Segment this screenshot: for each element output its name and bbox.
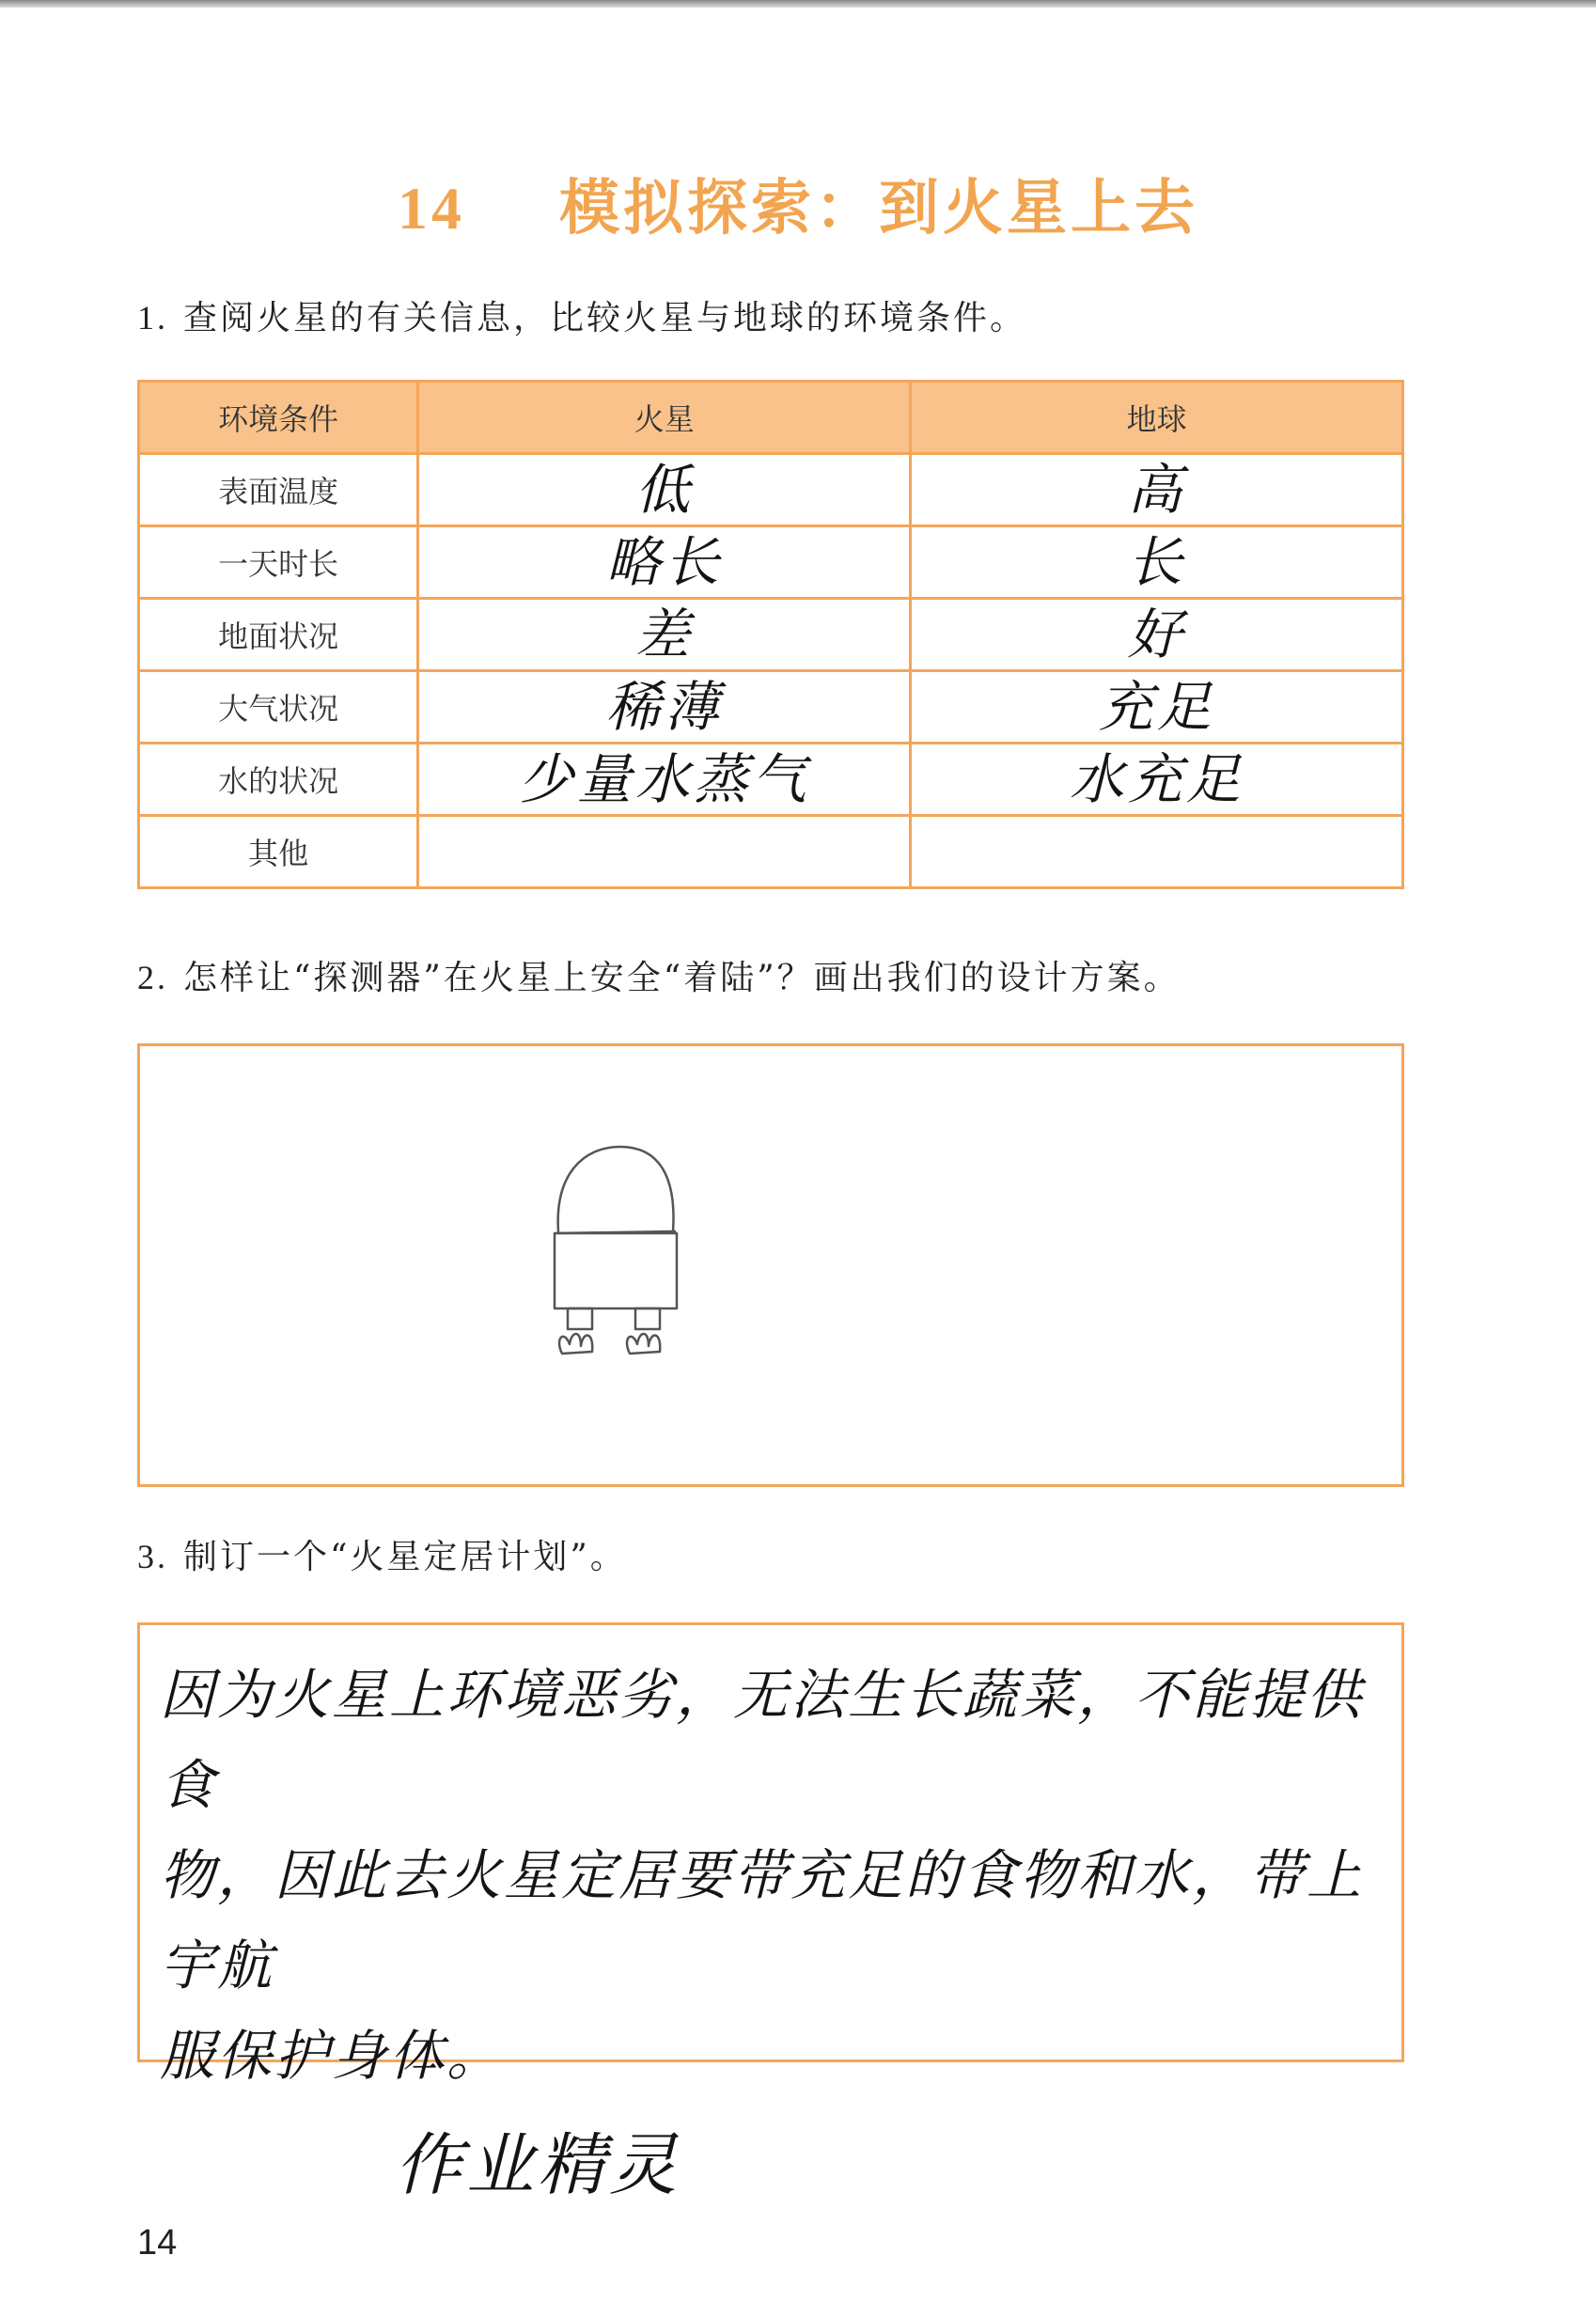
- header-earth: 地球: [911, 382, 1403, 454]
- row-label: 一天时长: [139, 526, 418, 599]
- lesson-number: 14: [398, 175, 465, 242]
- row-label: 水的状况: [139, 744, 418, 816]
- plan-line: 因为火星上环境恶劣，无法生长蔬菜，不能提供食: [160, 1663, 1365, 1817]
- lander-right-leg: [635, 1308, 660, 1329]
- earth-answer: 充足: [911, 671, 1403, 744]
- lander-right-foot: [627, 1334, 660, 1354]
- top-edge: [0, 0, 1596, 8]
- mars-answer: [418, 816, 911, 888]
- plan-line: 服保护身体。: [160, 2024, 505, 2088]
- row-label: 表面温度: [139, 454, 418, 526]
- header-mars: 火星: [418, 382, 911, 454]
- lander-dome: [558, 1147, 674, 1231]
- lander-left-leg: [568, 1308, 592, 1329]
- earth-answer: 高: [911, 454, 1403, 526]
- earth-answer: 好: [911, 599, 1403, 671]
- header-condition: 环境条件: [139, 382, 418, 454]
- mars-answer: 差: [418, 599, 911, 671]
- row-label: 其他: [139, 816, 418, 888]
- question-3-number: 3.: [137, 1538, 168, 1575]
- earth-answer: [911, 816, 1403, 888]
- question-1: [137, 291, 1026, 339]
- mars-answer: 稀薄: [418, 671, 911, 744]
- row-label: 地面状况: [139, 599, 418, 671]
- lander-left-foot: [559, 1334, 592, 1354]
- table-row: [139, 744, 1403, 816]
- question-2-number: 2.: [137, 959, 168, 996]
- page-number: 14: [137, 2223, 178, 2263]
- plan-line: 物，因此去火星定居要带充足的食物和水，带上宇航: [160, 1843, 1365, 1997]
- handwritten-signature: 作业精灵: [395, 2125, 681, 2204]
- table-row: [139, 454, 1403, 526]
- question-3-text: 制订一个“火星定居计划”。: [183, 1538, 627, 1576]
- plan-answer: [160, 1650, 1382, 2101]
- lesson-title-text: 模拟探索：到火星上去: [559, 173, 1198, 243]
- question-2: [137, 951, 1181, 999]
- environment-table: [137, 380, 1404, 889]
- question-1-number: 1.: [137, 299, 168, 337]
- lesson-title: [0, 160, 1596, 246]
- table-header-row: [139, 382, 1403, 454]
- earth-answer: 水充足: [911, 744, 1403, 816]
- question-2-text: 怎样让“探测器”在火星上安全“着陆”？画出我们的设计方案。: [183, 959, 1181, 997]
- mars-answer: 少量水蒸气: [418, 744, 911, 816]
- row-label: 大气状况: [139, 671, 418, 744]
- lander-body: [555, 1233, 677, 1308]
- question-1-text: 查阅火星的有关信息，比较火星与地球的环境条件。: [183, 299, 1027, 337]
- table-row: [139, 526, 1403, 599]
- design-drawing-box: [137, 1043, 1404, 1487]
- lander-drawing: [536, 1053, 724, 1363]
- earth-answer: 长: [911, 526, 1403, 599]
- table-row: [139, 671, 1403, 744]
- question-3: [137, 1530, 627, 1578]
- table-row: [139, 816, 1403, 888]
- mars-answer: 低: [418, 454, 911, 526]
- mars-answer: 略长: [418, 526, 911, 599]
- table-row: [139, 599, 1403, 671]
